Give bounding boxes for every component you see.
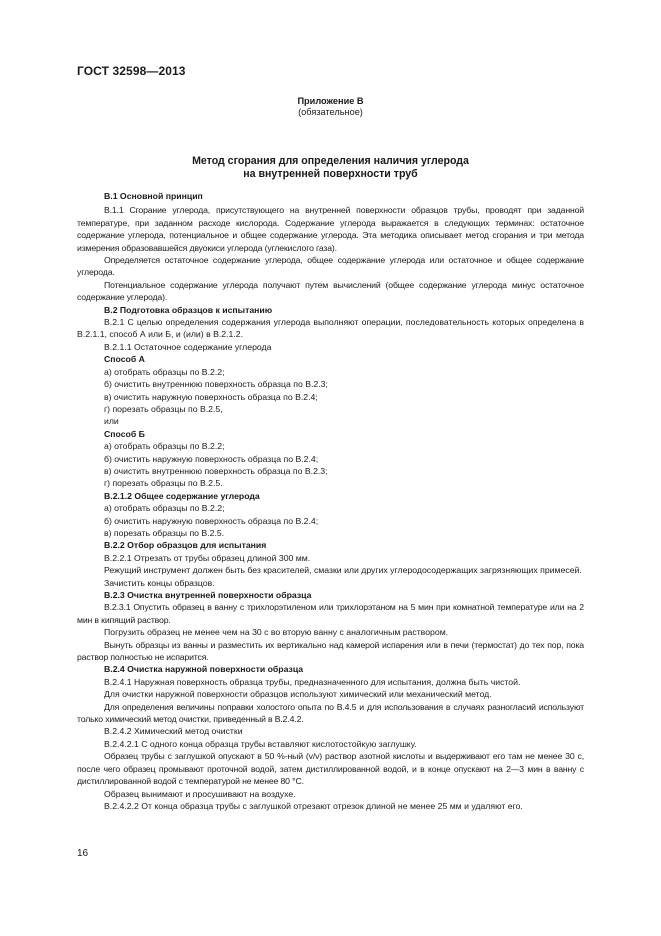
list-item: в) порезать образцы по В.2.5. (104, 527, 225, 538)
section-b24-heading: В.2.4 Очистка наружной поверхности образца (104, 664, 304, 675)
section-b212-heading: В.2.1.2 Общее содержание углерода (104, 490, 260, 501)
method-b-heading: Способ Б (104, 428, 145, 439)
document-title-line-1: Метод сгорания для определения наличия углерода (192, 155, 469, 167)
paragraph-b24-3: Для определения величины поправки холостого опыта по В.4.5 и для использования в случаях разногласий используют только химический метод очистки, приведенный в В.2.4.2. (77, 701, 584, 725)
list-item: б) очистить наружную поверхность образца по В.2.4; (104, 453, 319, 464)
list-item: г) порезать образцы по В.2.5, (104, 403, 223, 414)
paragraph-b24-2: Для очистки наружной поверхности образцов используют химический или механический метод. (104, 689, 492, 700)
section-b22-heading: В.2.2 Отбор образцов для испытания (104, 540, 267, 551)
method-a-heading: Способ А (104, 354, 145, 365)
section-b23-heading: В.2.3 Очистка внутренней поверхности образца (104, 590, 312, 600)
section-b1-heading: В.1 Основной принцип (104, 191, 203, 201)
appendix-subtitle: (обязательное) (298, 107, 363, 117)
paragraph-b211: В.2.1.1 Остаточное содержание углерода (104, 341, 272, 352)
list-item: г) порезать образцы по В.2.5. (104, 478, 223, 489)
standard-code: ГОСТ 32598—2013 (77, 64, 186, 78)
list-item: в) очистить внутреннюю поверхность образца по В.2.3; (104, 465, 328, 476)
paragraph-b2421: В.2.4.2.1 С одного конца образца трубы вставляют кислотостойкую заглушку. (104, 738, 417, 749)
list-item: б) очистить внутреннюю поверхность образца по В.2.3; (104, 379, 328, 390)
paragraph-b2422: В.2.4.2.2 От конца образца трубы с заглушкой отрезают отрезок длиной не менее 25 мм и удаляют его. (104, 800, 523, 811)
list-item: а) отобрать образцы по В.2.2; (104, 503, 225, 514)
or-word: или (104, 416, 119, 427)
appendix-heading (0, 96, 661, 118)
paragraph-b2421-3: Образец вынимают и просушивают на воздухе. (104, 788, 296, 799)
paragraph-b22-2: Режущий инструмент должен быть без красителей, смазки или других углеродосодержащих загрязняющих примесей. (104, 565, 582, 576)
paragraph-b23-3: Вынуть образцы из ванны и разместить их вертикально над камерой испарения или в печи (термостат) до тех пор, пока раствор полностью не испарится. (77, 639, 584, 663)
paragraph-b21: В.2.1 С целью определения содержания углерода выполняют операции, последовательность которых определена в В.2.1.1, способ А или Б, и (или) в В.2.1.2. (77, 317, 584, 340)
document-body (77, 190, 584, 812)
list-item: а) отобрать образцы по В.2.2; (104, 441, 225, 452)
document-title (0, 155, 661, 181)
paragraph-b221: В.2.2.1 Отрезать от трубы образец длиной 300 мм. (104, 552, 311, 563)
page-number: 16 (77, 848, 89, 859)
paragraph-b11: В.1.1 Сгорание углерода, присутствующего на внутренней поверхности образцов трубы, проводят при заданной температуре, при заданном расходе кислорода. Содержание углерода выражается в следующих терминах: остаточное содержание углерода, потенциальное и общее содержание углерода. Эта методика описывает метод сгорания и три метода измерения образовавшейся двуокиси углерода (углекислого газа). (77, 205, 584, 253)
paragraph-b242: В.2.4.2 Химический метод очистки (104, 726, 243, 737)
paragraph-b2421-2: Образец трубы с заглушкой опускают в 50 %-ный (v/v) раствор азотной кислоты и выдерживают его там не менее 30 с, после чего образец промывают проточной водой, затем дистиллированной водой, и в конце опускают на 2—3 мин в ванну с дистиллированной водой с температурой не менее 80 °С. (77, 751, 584, 787)
paragraph-b11-3: Потенциальное содержание углерода получают путем вычислений (общее содержание углерода минус остаточное содержание углерода). (77, 279, 584, 303)
appendix-title: Приложение В (297, 96, 364, 106)
document-title-line-2: на внутренней поверхности труб (243, 168, 418, 180)
paragraph-b22-3: Зачистить концы образцов. (104, 577, 215, 588)
list-item: в) очистить наружную поверхность образца по В.2.4; (104, 391, 318, 402)
paragraph-b231: В.2.3.1 Опустить образец в ванну с трихлорэтиленом или трихлорэтаном на 5 мин при комнатной температуре или на 2 мин в кипящий раствор. (77, 602, 584, 625)
list-item: б) очистить наружную поверхность образца по В.2.4; (104, 515, 319, 526)
paragraph-b11-2: Определяется остаточное содержание углерода, общее содержание углерода или остаточное и общее содержание углерода. (77, 255, 584, 278)
paragraph-b23-2: Погрузить образец не менее чем на 30 с во вторую ванну с аналогичным раствором. (104, 627, 449, 638)
paragraph-b241: В.2.4.1 Наружная поверхность образца трубы, предназначенного для испытания, должна быть чистой. (104, 676, 521, 687)
section-b2-heading: В.2 Подготовка образцов к испытанию (104, 304, 273, 315)
list-item: а) отобрать образцы по В.2.2; (104, 366, 225, 377)
